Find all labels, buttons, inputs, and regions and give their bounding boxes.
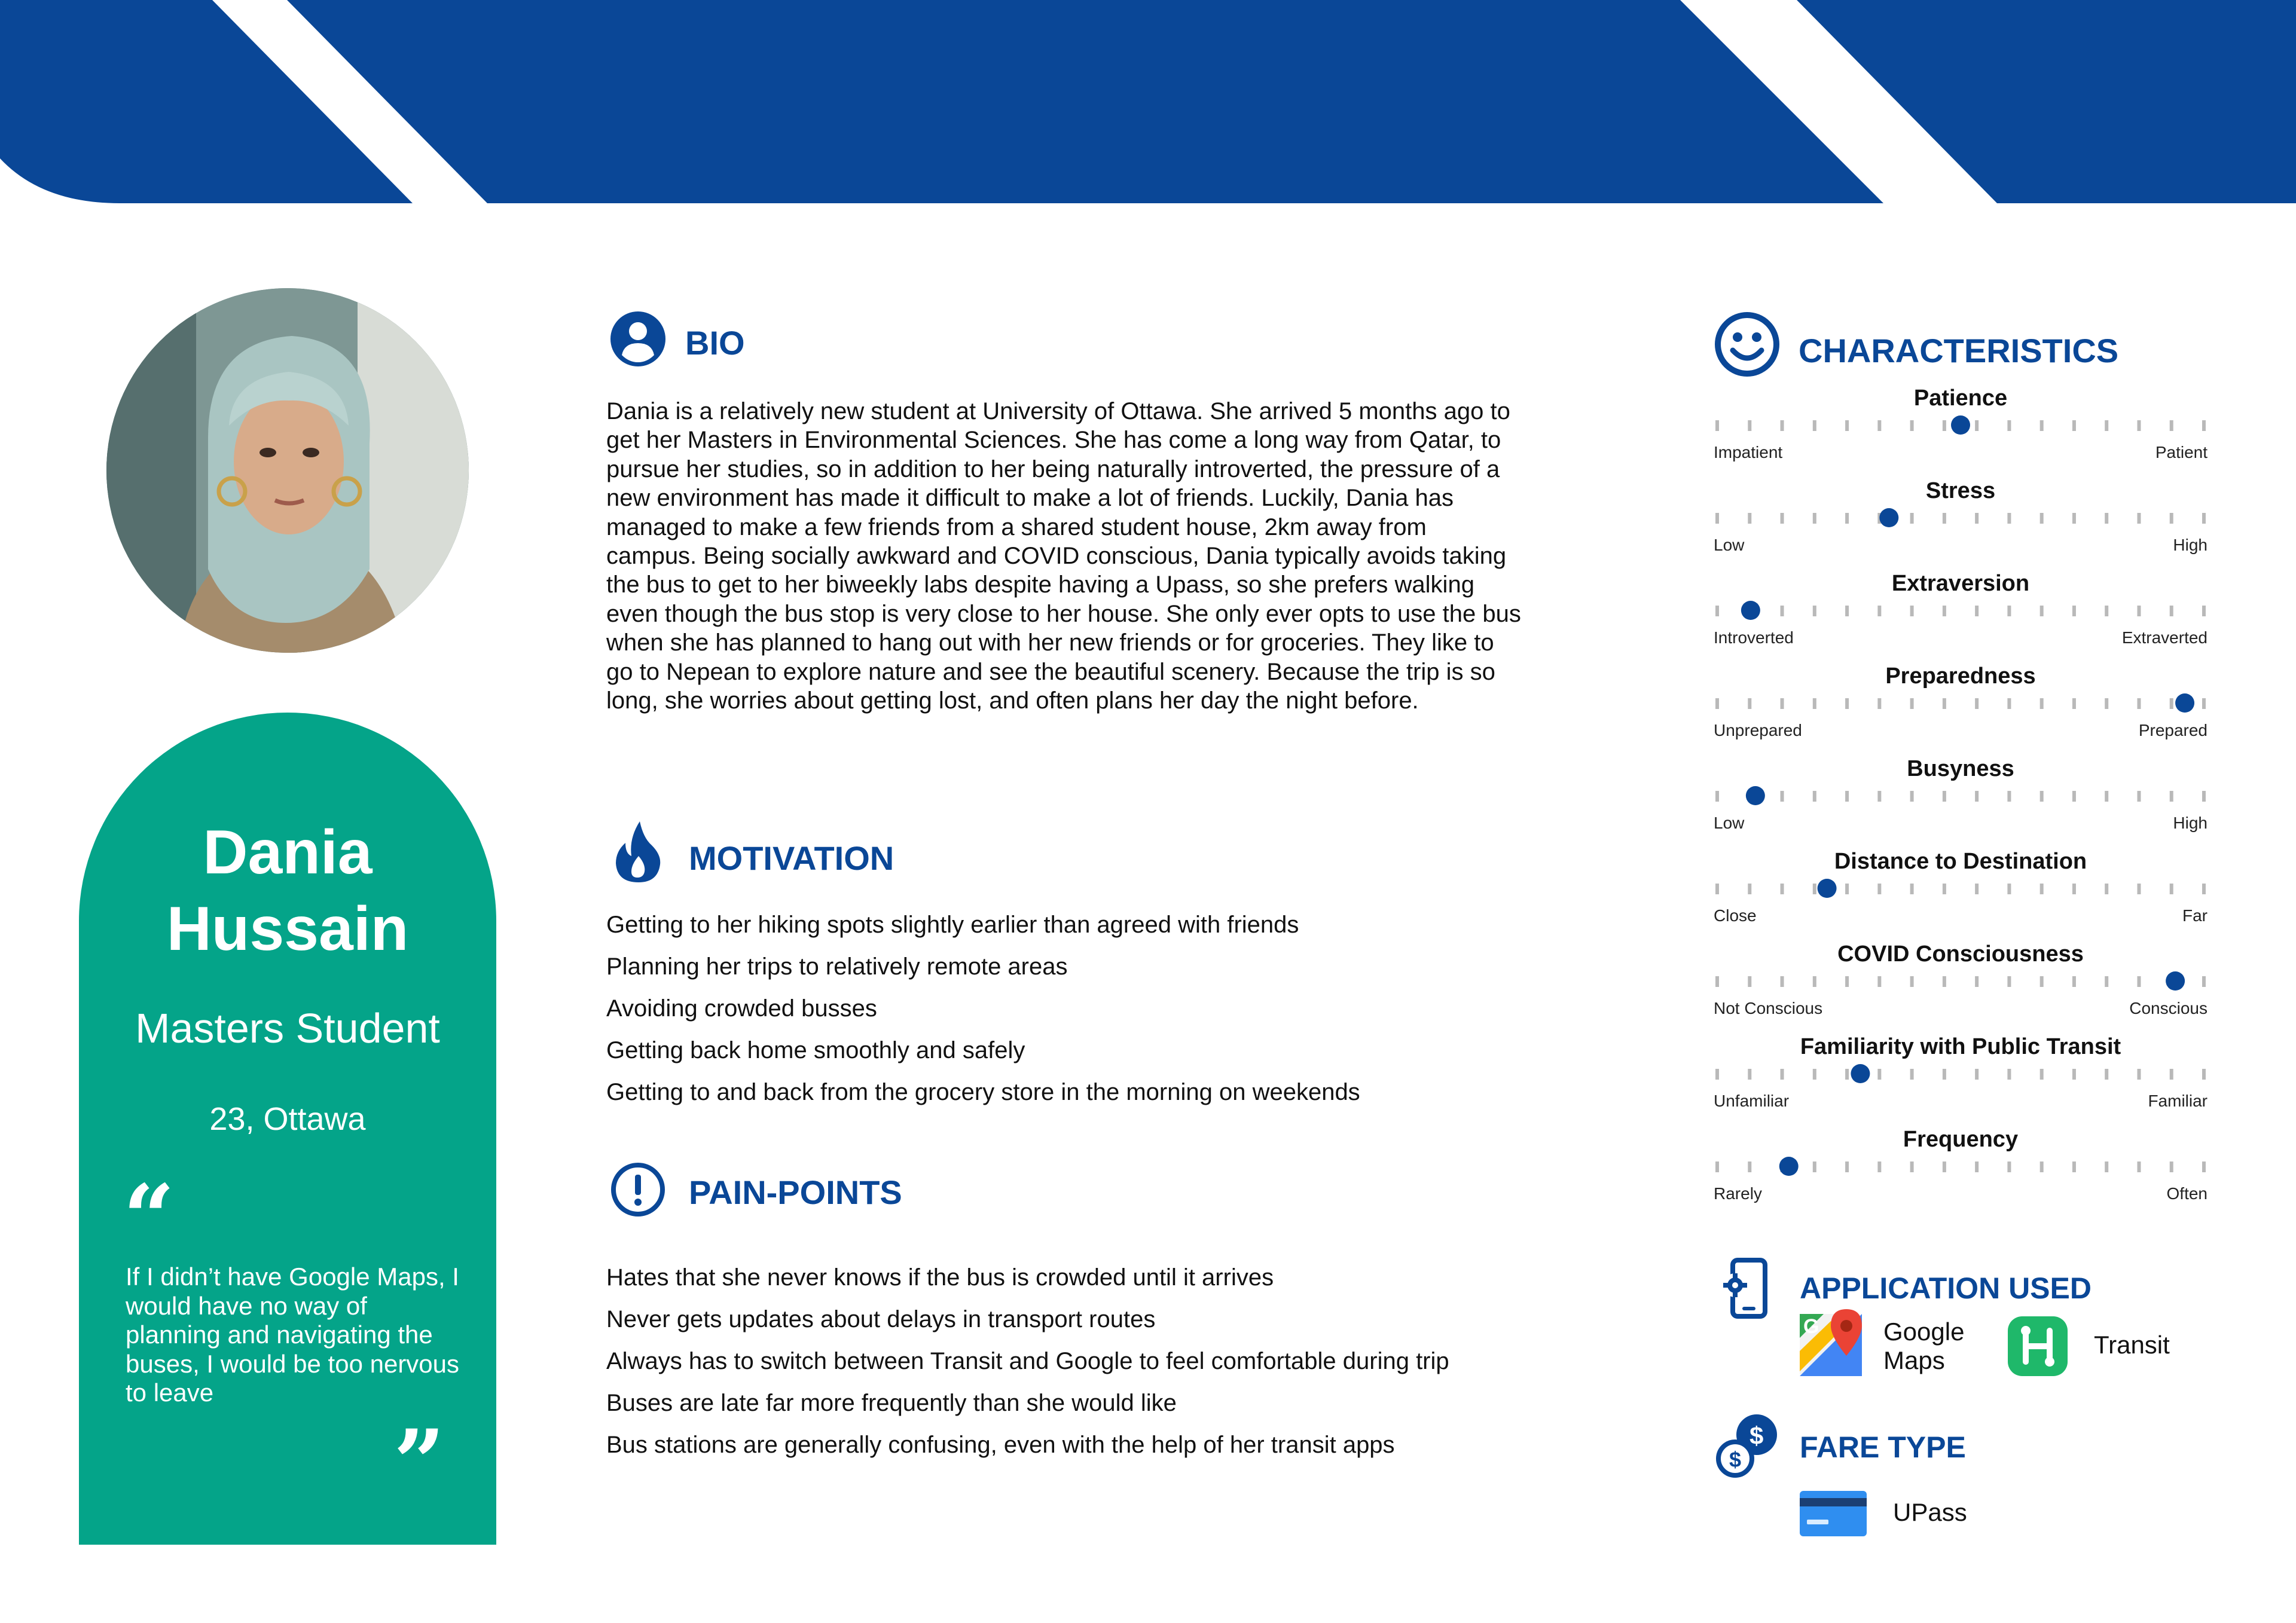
characteristics-title: CHARACTERISTICS: [1799, 332, 2119, 369]
scale-tick: [1813, 1069, 1816, 1080]
scale-tick: [2202, 606, 2206, 616]
characteristic-scale: [1714, 967, 2208, 997]
scale-tick: [1781, 698, 1784, 709]
scale-high-label: High: [2173, 814, 2208, 832]
characteristic-label: Familiarity with Public Transit: [1800, 1034, 2121, 1059]
scale-tick: [1748, 698, 1751, 709]
scale-tick: [1910, 606, 1914, 616]
scale-tick: [1975, 1162, 1979, 1172]
characteristic-distance-to-destination: [1714, 848, 2208, 938]
characteristic-extraversion: [1714, 570, 2208, 660]
scale-tick: [2040, 884, 2044, 894]
scale-tick: [2170, 791, 2173, 802]
scale-tick: [1910, 513, 1914, 524]
scale-tick: [2105, 698, 2108, 709]
scale-tick: [1877, 698, 1881, 709]
scale-tick: [1877, 976, 1881, 987]
scale-tick: [2040, 976, 2044, 987]
characteristic-stress: [1714, 478, 2208, 567]
pain-points-list: [606, 1257, 1449, 1466]
scale-marker: [1951, 415, 1970, 435]
scale-tick: [2137, 420, 2141, 431]
fare-label-upass: UPass: [1893, 1498, 1967, 1526]
scale-tick: [1845, 513, 1849, 524]
characteristic-label: Patience: [1913, 386, 2008, 411]
characteristic-patience: [1714, 385, 2208, 475]
list-item: Always has to switch between Transit and Google to feel comfortable during trip: [606, 1348, 1449, 1374]
scale-tick: [1975, 420, 1979, 431]
scale-tick: [1877, 791, 1881, 802]
scale-tick: [1781, 513, 1784, 524]
scale-tick: [2202, 884, 2206, 894]
scale-tick: [1943, 1069, 1946, 1080]
scale-tick: [1845, 884, 1849, 894]
list-item: Planning her trips to relatively remote areas: [606, 953, 1068, 980]
profile-photo: [106, 288, 469, 653]
scale-tick: [2105, 884, 2108, 894]
scale-tick: [1813, 976, 1816, 987]
scale-tick: [1975, 976, 1979, 987]
scale-tick: [2072, 606, 2076, 616]
scale-tick: [1748, 1162, 1751, 1172]
scale-tick: [2170, 884, 2173, 894]
characteristic-label: Extraversion: [1891, 571, 2030, 596]
scale-tick: [2202, 1069, 2206, 1080]
characteristic-label: Stress: [1925, 478, 1996, 503]
scale-tick: [1845, 606, 1849, 616]
scale-tick: [1910, 1069, 1914, 1080]
scale-tick: [2137, 976, 2141, 987]
persona-role: Masters Student: [135, 1005, 440, 1052]
scale-tick: [2007, 791, 2011, 802]
scale-tick: [1975, 1069, 1979, 1080]
profile-card: [79, 713, 496, 1545]
svg-text:$: $: [1750, 1422, 1764, 1450]
scale-tick: [1910, 791, 1914, 802]
flame-icon: [613, 820, 662, 884]
scale-tick: [2007, 420, 2011, 431]
scale-tick: [1781, 606, 1784, 616]
scale-tick: [2170, 698, 2173, 709]
scale-tick: [2040, 420, 2044, 431]
scale-tick: [1715, 420, 1719, 431]
list-item: Avoiding crowded busses: [606, 995, 877, 1022]
scale-tick: [2137, 791, 2141, 802]
characteristic-scale: [1714, 411, 2208, 441]
credit-card-icon: [1800, 1491, 1867, 1536]
scale-tick: [2007, 884, 2011, 894]
bio-text: Dania is a relatively new student at University of Ottawa. She arrived 5 months ago to get her Masters in Environmental Sciences. She has come a long way from Qatar, to pursue her studies, so in addition to her being naturally introverted, the pressure of a new environment has made it difficult to make a lot of friends. Luckily, Dania has managed to make a few friends from a shared student house, 2km away from campus. Being socially awkward and COVID conscious, Dania typically avoids taking the bus to get to her biweekly labs despite having a Upass, so she prefers walking even though the bus stop is very close to her house. She only ever opts to use the bus when she has planned to hang out with her new friends or for groceries. They like to go to Nepean to explore nature and see the beautiful scenery. Because the trip is so long, she worries about getting lost, and often plans her day the night before.: [606, 398, 1521, 714]
person-icon: [609, 310, 667, 368]
scale-tick: [1910, 420, 1914, 431]
scale-marker: [1746, 786, 1765, 805]
scale-tick: [2137, 698, 2141, 709]
scale-tick: [1877, 420, 1881, 431]
scale-tick: [2040, 1162, 2044, 1172]
scale-tick: [1813, 791, 1816, 802]
app-label-transit: Transit: [2094, 1331, 2170, 1359]
scale-tick: [1781, 1069, 1784, 1080]
google-maps-icon: [1800, 1309, 1867, 1376]
list-item: Getting to and back from the grocery store in the morning on weekends: [606, 1079, 1360, 1105]
scale-tick: [1975, 884, 1979, 894]
scale-tick: [1975, 791, 1979, 802]
scale-tick: [1943, 976, 1946, 987]
scale-tick: [2072, 976, 2076, 987]
scale-tick: [2170, 1162, 2173, 1172]
characteristic-familiarity-with-public-transit: [1714, 1034, 2208, 1123]
scale-tick: [2072, 791, 2076, 802]
motivation-title: MOTIVATION: [689, 839, 894, 877]
scale-tick: [2137, 1162, 2141, 1172]
list-item: Hates that she never knows if the bus is crowded until it arrives: [606, 1264, 1274, 1291]
scale-tick: [2040, 698, 2044, 709]
scale-tick: [1715, 791, 1719, 802]
scale-tick: [1748, 976, 1751, 987]
scale-high-label: Far: [2182, 906, 2208, 925]
scale-marker: [1741, 601, 1760, 620]
scale-tick: [1748, 1069, 1751, 1080]
scale-marker: [2166, 971, 2185, 991]
persona-name: Dania Hussain: [166, 818, 409, 964]
persona-age-location: 23, Ottawa: [209, 1101, 366, 1137]
scale-tick: [1845, 791, 1849, 802]
characteristic-label: Frequency: [1903, 1127, 2019, 1152]
scale-high-label: Conscious: [2129, 999, 2208, 1017]
scale-tick: [1975, 513, 1979, 524]
scale-tick: [1813, 606, 1816, 616]
scale-tick: [2202, 1162, 2206, 1172]
scale-tick: [1943, 513, 1946, 524]
characteristic-label: Busyness: [1907, 756, 2014, 781]
scale-high-label: Prepared: [2138, 721, 2208, 739]
characteristic-frequency: [1714, 1126, 2208, 1216]
scale-tick: [1877, 1162, 1881, 1172]
scale-tick: [1813, 513, 1816, 524]
characteristic-scale: [1714, 1153, 2208, 1182]
characteristic-label: COVID Consciousness: [1837, 942, 2084, 967]
scale-tick: [2040, 606, 2044, 616]
scale-tick: [1813, 698, 1816, 709]
transit-app-icon: [2008, 1316, 2068, 1376]
characteristic-busyness: [1714, 756, 2208, 845]
scale-tick: [2072, 1069, 2076, 1080]
scale-low-label: Impatient: [1714, 443, 1783, 461]
smiley-icon: [1714, 311, 1781, 378]
characteristic-scale: [1714, 782, 2208, 812]
scale-tick: [2170, 513, 2173, 524]
scale-tick: [1910, 1162, 1914, 1172]
scale-tick: [2105, 1069, 2108, 1080]
persona-quote: If I didn’t have Google Maps, I would have no way of planning and navigating the buses, I would be too nervous to leave: [126, 1263, 460, 1407]
scale-tick: [2040, 791, 2044, 802]
scale-high-label: Familiar: [2148, 1092, 2208, 1110]
scale-tick: [2137, 606, 2141, 616]
scale-tick: [1845, 698, 1849, 709]
exclamation-circle-icon: [610, 1162, 666, 1218]
scale-tick: [1715, 513, 1719, 524]
scale-high-label: Patient: [2155, 443, 2208, 461]
svg-text:$: $: [1729, 1447, 1742, 1472]
scale-tick: [1813, 884, 1816, 894]
scale-tick: [1781, 420, 1784, 431]
characteristic-scale: [1714, 504, 2208, 534]
scale-tick: [1877, 606, 1881, 616]
scale-tick: [2007, 513, 2011, 524]
scale-tick: [2137, 1069, 2141, 1080]
list-item: Bus stations are generally confusing, even with the help of her transit apps: [606, 1432, 1395, 1458]
scale-tick: [1943, 791, 1946, 802]
scale-tick: [2137, 513, 2141, 524]
scale-tick: [1748, 884, 1751, 894]
scale-tick: [2105, 513, 2108, 524]
scale-tick: [1845, 1069, 1849, 1080]
scale-tick: [1845, 420, 1849, 431]
scale-low-label: Unprepared: [1714, 721, 1802, 739]
scale-tick: [2072, 698, 2076, 709]
scale-tick: [2072, 1162, 2076, 1172]
scale-tick: [1715, 1162, 1719, 1172]
scale-high-label: Extraverted: [2121, 628, 2208, 647]
scale-tick: [2170, 420, 2173, 431]
characteristic-label: Distance to Destination: [1834, 849, 2087, 874]
scale-marker: [1818, 879, 1837, 898]
characteristic-covid-consciousness: [1714, 941, 2208, 1031]
list-item: Buses are late far more frequently than she would like: [606, 1390, 1177, 1416]
header-banner: [0, 0, 2296, 203]
scale-tick: [2202, 976, 2206, 987]
applications-title: APPLICATION USED: [1800, 1271, 2092, 1305]
scale-tick: [2137, 884, 2141, 894]
characteristic-scale: [1714, 1060, 2208, 1090]
scale-tick: [2202, 420, 2206, 431]
characteristic-label: Preparedness: [1885, 664, 2036, 689]
scale-tick: [2007, 976, 2011, 987]
scale-tick: [1781, 884, 1784, 894]
scale-tick: [2007, 698, 2011, 709]
scale-tick: [1715, 1069, 1719, 1080]
scale-tick: [2072, 513, 2076, 524]
scale-tick: [2105, 606, 2108, 616]
scale-low-label: Close: [1714, 906, 1757, 925]
scale-tick: [2202, 513, 2206, 524]
scale-marker: [1851, 1064, 1870, 1083]
scale-tick: [2072, 884, 2076, 894]
characteristic-scale: [1714, 875, 2208, 904]
scale-tick: [2105, 791, 2108, 802]
scale-tick: [2040, 513, 2044, 524]
phone-gear-icon: [1718, 1258, 1770, 1319]
scale-tick: [1877, 884, 1881, 894]
scale-tick: [2007, 1162, 2011, 1172]
scale-low-label: Introverted: [1714, 628, 1794, 647]
scale-tick: [1845, 1162, 1849, 1172]
motivation-list: [606, 904, 1360, 1113]
scale-tick: [1910, 976, 1914, 987]
scale-low-label: Low: [1714, 814, 1745, 832]
scale-tick: [1943, 606, 1946, 616]
scale-tick: [1910, 884, 1914, 894]
scale-tick: [2007, 606, 2011, 616]
scale-tick: [2170, 1069, 2173, 1080]
scale-marker: [2175, 693, 2194, 713]
characteristic-scale: [1714, 689, 2208, 719]
scale-high-label: Often: [2166, 1184, 2208, 1203]
scale-tick: [1975, 698, 1979, 709]
scale-tick: [2072, 420, 2076, 431]
list-item: Getting back home smoothly and safely: [606, 1037, 1025, 1063]
scale-tick: [1715, 698, 1719, 709]
scale-tick: [1845, 976, 1849, 987]
scale-tick: [2202, 791, 2206, 802]
scale-low-label: Low: [1714, 536, 1745, 554]
svg-text:G: G: [1803, 1315, 1819, 1338]
scale-tick: [1715, 884, 1719, 894]
scale-tick: [1813, 420, 1816, 431]
list-item: Never gets updates about delays in transport routes: [606, 1306, 1156, 1332]
scale-tick: [2105, 1162, 2108, 1172]
characteristic-scale: [1714, 597, 2208, 626]
scale-tick: [1781, 976, 1784, 987]
scale-tick: [2170, 606, 2173, 616]
scale-marker: [1779, 1157, 1799, 1176]
scale-tick: [1943, 420, 1946, 431]
scale-tick: [1748, 420, 1751, 431]
characteristic-preparedness: [1714, 663, 2208, 753]
app-label-google-maps: Google Maps: [1883, 1318, 1965, 1374]
scale-tick: [1781, 791, 1784, 802]
scale-tick: [1715, 976, 1719, 987]
scale-low-label: Rarely: [1714, 1184, 1762, 1203]
bio-title: BIO: [685, 324, 745, 362]
scale-tick: [2007, 1069, 2011, 1080]
scale-tick: [2105, 420, 2108, 431]
scale-tick: [2202, 698, 2206, 709]
scale-tick: [1715, 606, 1719, 616]
pain-points-title: PAIN-POINTS: [689, 1173, 902, 1211]
scale-tick: [1748, 513, 1751, 524]
scale-marker: [1879, 508, 1898, 527]
scale-tick: [1943, 884, 1946, 894]
scale-tick: [1975, 606, 1979, 616]
scale-tick: [1943, 1162, 1946, 1172]
scale-tick: [2040, 1069, 2044, 1080]
quote-open-mark: “: [123, 1165, 175, 1270]
scale-tick: [1877, 1069, 1881, 1080]
coins-dollar-icon: [1714, 1412, 1779, 1479]
quote-close-mark: ”: [393, 1410, 445, 1515]
scale-tick: [1910, 698, 1914, 709]
scale-tick: [1813, 1162, 1816, 1172]
list-item: Getting to her hiking spots slightly earlier than agreed with friends: [606, 912, 1299, 938]
scale-low-label: Not Conscious: [1714, 999, 1823, 1017]
scale-high-label: High: [2173, 536, 2208, 554]
scale-low-label: Unfamiliar: [1714, 1092, 1790, 1110]
scale-tick: [2105, 976, 2108, 987]
fare-title: FARE TYPE: [1800, 1431, 1966, 1464]
scale-tick: [1943, 698, 1946, 709]
